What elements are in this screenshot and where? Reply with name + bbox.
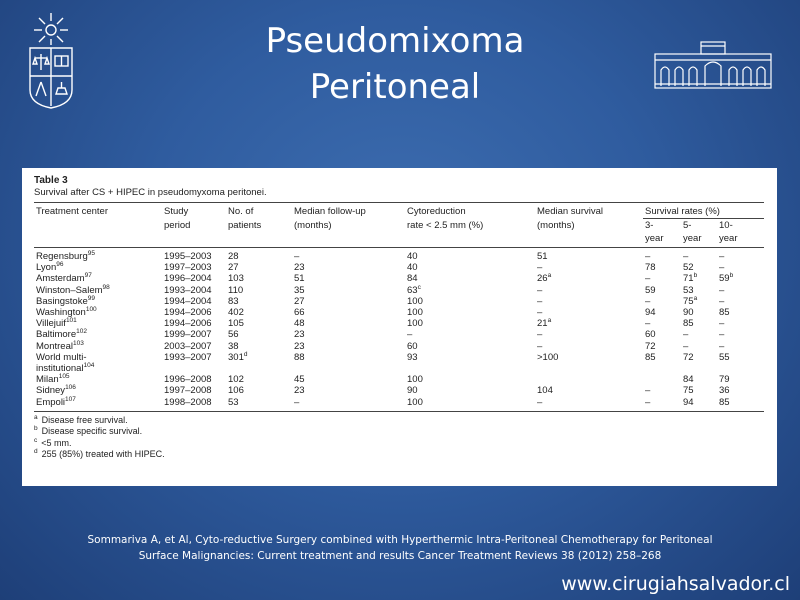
table-row <box>34 285 764 296</box>
footnote: $^d$ 255 (85%) treated with HIPEC. <box>34 448 165 460</box>
superscript-marker: 95 <box>87 249 95 257</box>
cell-y3: 85 <box>645 351 656 363</box>
cell-period: 1993–2007 <box>164 351 212 363</box>
cell-patients: 83 <box>228 295 239 307</box>
table-image-panel <box>22 168 777 486</box>
table-row <box>34 318 764 329</box>
cell-cyto <box>405 363 535 374</box>
table-row <box>34 262 764 273</box>
cell-y10: – <box>719 251 725 262</box>
cell-center: World multi- <box>36 351 87 363</box>
superscript-marker: a <box>693 294 698 302</box>
cell-cyto: 100 <box>405 397 535 412</box>
superscript-marker: 101 <box>65 317 77 325</box>
superscript-marker: 96 <box>56 261 64 269</box>
header-treatment-center: Treatment center <box>34 203 162 219</box>
cell-followup: 23 <box>294 385 305 397</box>
cell-patients: 103 <box>228 273 244 285</box>
superscript-marker: a <box>547 317 552 325</box>
header-study-period-2: period <box>164 219 191 231</box>
superscript-marker: b <box>693 272 698 280</box>
superscript-marker: 102 <box>76 328 87 336</box>
scales-icon <box>33 54 49 70</box>
cell-period: 1999–2007 <box>164 329 212 341</box>
cell-patients: 110 <box>228 284 244 296</box>
superscript-marker: 105 <box>58 373 70 381</box>
cell-patients: 27 <box>228 262 239 274</box>
table-row <box>34 307 764 318</box>
table-row <box>34 248 764 263</box>
cell-center: Empoli$^{107}$ <box>34 397 162 412</box>
title-line-1: Pseudomixoma <box>265 21 525 61</box>
superscript-marker: 99 <box>87 294 95 302</box>
superscript-marker: 97 <box>84 272 92 280</box>
cell-followup: 23 <box>294 329 305 341</box>
cell-y3: 78 <box>645 262 656 274</box>
header-5-year-2: year <box>681 232 717 248</box>
cell-followup: 27 <box>294 295 305 307</box>
header-cytoreduction: Cytoreduction <box>405 203 535 219</box>
footnote: $^c$ <5 mm. <box>34 436 72 448</box>
header-10-year: 10- <box>719 220 733 231</box>
header-followup-2: (months) <box>294 219 332 231</box>
cell-median: – <box>537 295 543 307</box>
header-patients: No. of <box>226 203 292 219</box>
cell-followup <box>292 363 405 374</box>
cell-y10: – <box>719 284 725 296</box>
cell-followup: 66 <box>294 307 305 319</box>
cell-center: Basingstoke$^{99}$ <box>36 294 95 307</box>
cell-period: 1997–2008 <box>164 385 212 397</box>
cell-period: 1994–2006 <box>164 307 212 319</box>
table-row <box>34 363 764 374</box>
cell-center: Milan$^{105}$ <box>36 373 70 386</box>
cell-period: 1997–2003 <box>164 262 212 274</box>
cell-cyto: 90 <box>407 385 418 397</box>
cell-median: – <box>535 397 643 412</box>
table-header-row <box>34 203 764 219</box>
cell-period: 1996–2008 <box>164 374 212 386</box>
cell-y3: – <box>643 397 681 412</box>
cell-patients: 28 <box>228 251 239 262</box>
cell-patients <box>226 363 292 374</box>
table-row <box>34 397 764 412</box>
cell-followup: 48 <box>294 318 305 330</box>
cell-y10: – <box>719 262 725 274</box>
cell-y5: – <box>683 251 689 262</box>
cell-y10: – <box>719 295 725 307</box>
superscript-marker: 103 <box>72 339 84 347</box>
cell-period <box>162 363 226 374</box>
cell-center: Lyon$^{96}$ <box>36 261 64 274</box>
cell-followup: 23 <box>294 340 305 352</box>
cell-y10: 79 <box>719 374 730 386</box>
cell-median: – <box>537 262 543 274</box>
cell-median: 104 <box>537 385 553 397</box>
superscript-marker: d <box>243 350 248 358</box>
cell-cyto: 100 <box>407 318 423 330</box>
superscript-marker: 100 <box>85 305 97 313</box>
table-row <box>34 296 764 307</box>
superscript-marker: c <box>417 283 421 291</box>
footnote: $^b$ Disease specific survival. <box>34 425 143 437</box>
cell-y3: 60 <box>645 329 656 341</box>
cell-cyto: 63$^c$ <box>407 283 421 296</box>
cell-followup: – <box>294 251 300 262</box>
header-followup: Median follow-up <box>292 203 405 219</box>
cell-y5: 75$^a$ <box>683 294 698 307</box>
cell-y10: 85 <box>717 397 764 412</box>
cell-median: 21$^a$ <box>537 317 552 330</box>
university-crest-logo <box>25 10 77 110</box>
table-row <box>34 341 764 352</box>
cell-y3: 94 <box>645 307 656 319</box>
cell-center: institutional$^{104}$ <box>36 361 95 375</box>
cell-cyto: 100 <box>407 295 423 307</box>
cell-patients: 53 <box>226 397 292 412</box>
cell-y3: – <box>645 251 651 262</box>
cell-y3: 59 <box>645 284 656 296</box>
header-5-year: 5- <box>683 220 692 231</box>
cell-center: Baltimore$^{102}$ <box>36 328 87 341</box>
header-3-year-2: year <box>643 232 681 248</box>
cell-y5 <box>681 363 717 374</box>
cell-followup: 35 <box>294 284 305 296</box>
cell-y3: – <box>645 273 651 285</box>
website-url: www.cirugiahsalvador.cl <box>561 573 790 595</box>
cell-median: – <box>537 329 543 341</box>
cell-period: 1993–2004 <box>164 284 212 296</box>
citation-line-2: Surface Malignancies: Current treatment and results Cancer Treatment Reviews 38 (2012) 258–268 <box>138 550 662 562</box>
cell-center: Regensburg$^{95}$ <box>36 249 95 262</box>
table-row <box>34 352 764 363</box>
cell-y10 <box>717 363 764 374</box>
cell-followup: 23 <box>294 262 305 274</box>
superscript-marker: 104 <box>83 361 95 369</box>
cell-patients: 38 <box>228 340 239 352</box>
cell-y10: 85 <box>719 307 730 319</box>
superscript-marker: a <box>547 272 552 280</box>
cell-cyto: 84 <box>407 273 418 285</box>
footnote: $^a$ Disease free survival. <box>34 413 128 425</box>
title-line-2: Peritoneal <box>309 67 481 107</box>
cell-period: 1998–2008 <box>162 397 226 412</box>
cell-period: 1996–2004 <box>164 273 212 285</box>
cell-y10: – <box>719 318 725 330</box>
superscript-marker: 107 <box>65 395 76 403</box>
cell-y5: 85 <box>683 318 694 330</box>
cell-followup: – <box>292 397 405 412</box>
table-header-row <box>34 219 764 233</box>
header-patients-2: patients <box>228 219 262 231</box>
cell-y5: 84 <box>683 374 694 386</box>
superscript-marker: b <box>729 272 734 280</box>
cell-y5: 90 <box>683 307 694 319</box>
header-survival-rates: Survival rates (%) <box>643 203 764 219</box>
table-header-row <box>34 232 764 248</box>
cell-y3: 72 <box>645 340 656 352</box>
cell-y5: 72 <box>683 351 694 363</box>
cell-y3: – <box>645 318 651 330</box>
cell-patients: 106 <box>228 385 244 397</box>
cell-y3: – <box>645 295 651 307</box>
header-cytoreduction-2: rate < 2.5 mm (%) <box>407 219 484 231</box>
cell-y5: 53 <box>683 284 694 296</box>
header-study-period: Study <box>162 203 226 219</box>
sun-rays-icon <box>34 13 68 45</box>
cell-center: Winston–Salem$^{98}$ <box>36 283 110 296</box>
cell-y3: – <box>645 385 651 397</box>
cell-patients: 301$^d$ <box>228 350 248 363</box>
cell-cyto: 40 <box>407 262 418 274</box>
table-row <box>34 329 764 340</box>
lamp-icon <box>56 82 67 94</box>
table-caption: Survival after CS + HIPEC in pseudomyxoma peritonei. <box>34 187 267 198</box>
cell-followup: 45 <box>294 374 305 386</box>
cell-cyto: 60 <box>407 340 418 352</box>
cell-median: – <box>537 340 543 352</box>
cell-median: – <box>537 307 543 319</box>
cell-y10: 55 <box>719 351 730 363</box>
cell-median: 26$^a$ <box>537 272 552 285</box>
cell-median: 51 <box>537 251 548 262</box>
cell-y5: 52 <box>683 262 694 274</box>
citation-line-1: Sommariva A, et Al, Cyto-reductive Surgery combined with Hyperthermic Intra-Peritoneal Chemotherapy for Peritoneal <box>87 534 713 546</box>
cell-cyto: 93 <box>407 351 418 363</box>
header-median-survival: Median survival <box>535 203 643 219</box>
cell-y5: – <box>683 340 689 352</box>
cell-followup: 88 <box>294 351 305 363</box>
compass-icon <box>36 82 46 96</box>
cell-center: Washington$^{100}$ <box>36 305 97 319</box>
survival-table <box>34 202 764 412</box>
slide-title <box>200 18 590 110</box>
cell-patients: 105 <box>228 318 244 330</box>
cell-cyto: 100 <box>407 374 423 386</box>
table-row <box>34 374 764 385</box>
cell-cyto: 40 <box>407 251 418 262</box>
cell-followup: 51 <box>294 273 305 285</box>
cell-patients: 56 <box>228 329 239 341</box>
table-body <box>34 248 764 412</box>
superscript-marker: 106 <box>65 384 76 392</box>
cell-y10: 36 <box>719 385 730 397</box>
cell-y3 <box>643 363 681 374</box>
superscript-marker: 98 <box>102 283 110 291</box>
cell-y5: 71$^b$ <box>683 272 698 285</box>
cell-median: >100 <box>537 351 559 363</box>
cell-period: 2003–2007 <box>164 340 212 352</box>
cell-y5: 75 <box>683 385 694 397</box>
cell-y5: – <box>683 329 689 341</box>
cell-patients: 402 <box>228 307 244 319</box>
cell-cyto: – <box>407 329 413 341</box>
cell-y3 <box>643 374 681 385</box>
cell-cyto: 100 <box>407 307 423 319</box>
table-row <box>34 385 764 396</box>
book-icon <box>55 56 68 66</box>
table-footnotes <box>34 415 765 461</box>
cell-y10: – <box>719 340 725 352</box>
cell-center: Sidney$^{106}$ <box>36 384 76 397</box>
cell-patients: 102 <box>228 374 244 386</box>
cell-y10: 59$^b$ <box>719 272 734 285</box>
cell-period: 1994–2006 <box>164 318 212 330</box>
header-10-year-2: year <box>717 232 764 248</box>
cell-median <box>535 374 643 385</box>
citation <box>60 532 740 564</box>
header-median-survival-2: (months) <box>537 219 575 231</box>
cell-period: 1994–2004 <box>164 295 212 307</box>
cell-center: Villejuif$^{101}$ <box>36 317 77 330</box>
cell-median: – <box>537 284 543 296</box>
table-row <box>34 273 764 284</box>
cell-y10: – <box>719 329 725 341</box>
cell-median <box>535 363 643 374</box>
hospital-building-logo <box>653 40 773 90</box>
table-label: Table 3 <box>34 175 68 186</box>
header-3-year: 3- <box>645 220 654 231</box>
cell-period: 1995–2003 <box>164 251 212 262</box>
cell-center: Montreal$^{103}$ <box>36 339 84 352</box>
cell-center: Amsterdam$^{97}$ <box>36 272 92 285</box>
cell-y5: 94 <box>681 397 717 412</box>
